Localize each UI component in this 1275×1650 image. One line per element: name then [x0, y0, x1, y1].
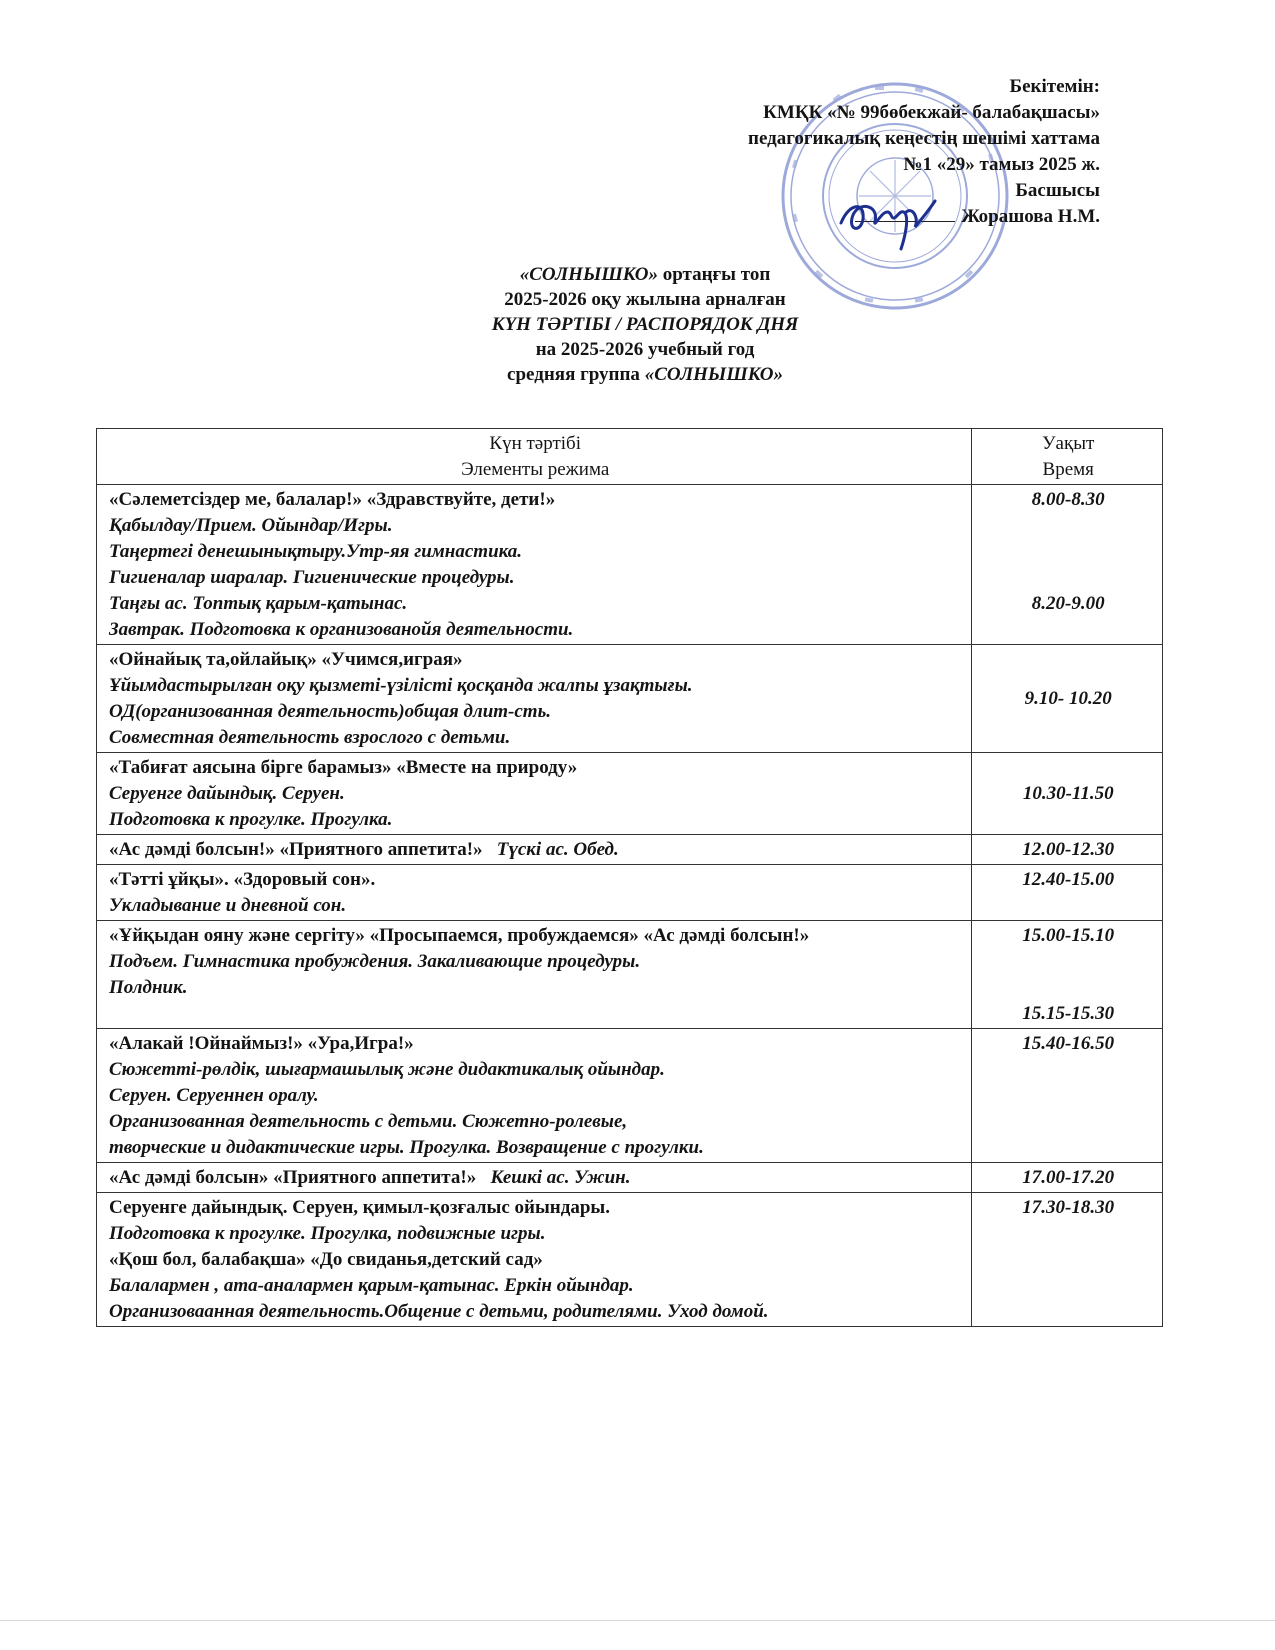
heading-group-ru	[395, 362, 895, 387]
row-time	[972, 645, 1163, 753]
row-title: «Ас дәмді болсын» «Приятного аппетита!»	[109, 1167, 477, 1188]
approval-label: Бекітемін:	[1009, 76, 1100, 97]
council-decision: педагогикалық кеңестің шешімі хаттама	[748, 128, 1100, 149]
row-inline-desc: Кешкі ас. Ужин.	[490, 1167, 631, 1188]
group-name: «СОЛНЫШКО»	[519, 264, 658, 285]
row-title: «Ұйқыдан ояну және сергіту» «Просыпаемся, пробуждаемся» «Ас дәмді болсын!»	[109, 925, 810, 946]
row-activity	[97, 865, 972, 921]
table-row	[97, 835, 1163, 865]
row-desc: Серуенге дайындық. Серуен.	[109, 783, 345, 804]
time-slot: 15.40-16.50	[1022, 1033, 1115, 1054]
table-row	[97, 865, 1163, 921]
row-title-inline	[109, 1165, 961, 1191]
row-desc: творческие и дидактические игры. Прогулка. Возвращение с прогулки.	[109, 1137, 704, 1158]
row-desc: Таңғы ас. Топтық қарым-қатынас.	[109, 593, 408, 614]
row-time	[972, 1029, 1163, 1163]
time-slot: 15.15-15.30	[1022, 1003, 1115, 1024]
time-slot: 9.10- 10.20	[1024, 688, 1112, 709]
row-activity	[97, 1029, 972, 1163]
table-row	[97, 645, 1163, 753]
table-row	[97, 753, 1163, 835]
row-inline-desc: Түскі ас. Обед.	[496, 839, 619, 860]
protocol-number: №1 «29» тамыз 2025 ж.	[903, 154, 1100, 175]
row-time	[972, 1193, 1163, 1327]
row-title: «Ас дәмді болсын!» «Приятного аппетита!»	[109, 839, 483, 860]
header-time	[972, 429, 1163, 485]
group-name-ru: «СОЛНЫШКО»	[644, 364, 783, 385]
header-time-ru: Время	[1042, 459, 1094, 480]
row-activity	[97, 645, 972, 753]
row-title: «Тәтті ұйқы». «Здоровый сон».	[109, 869, 376, 890]
row-desc: Подготовка к прогулке. Прогулка.	[109, 809, 393, 830]
header-elements-ru: Элементы режима	[461, 459, 610, 480]
row-title: «Қош бол, балабақша» «До свиданья,детский сад»	[109, 1249, 543, 1270]
row-activity	[97, 485, 972, 645]
table-row	[97, 921, 1163, 1029]
row-time	[972, 865, 1163, 921]
row-desc: Подъем. Гимнастика пробуждения. Закаливающие процедуры.	[109, 951, 641, 972]
row-desc: Организоваанная деятельность.Общение с детьми, родителями. Уход домой.	[109, 1301, 769, 1322]
row-desc: Таңертегі денешынықтыру.Утр-яя гимнастика.	[109, 541, 523, 562]
row-desc: Завтрак. Подготовка к организованойя деятельности.	[109, 619, 574, 640]
group-level: ортаңғы топ	[657, 264, 771, 285]
time-slot: 17.00-17.20	[1022, 1167, 1115, 1188]
row-title: Серуенге дайындық. Серуен, қимыл-қозғалыс ойындары.	[109, 1197, 610, 1218]
row-title: «Сәлеметсіздер ме, балалар!» «Здравствуйте, дети!»	[109, 489, 556, 510]
time-slot: 8.20-9.00	[1031, 593, 1105, 614]
row-desc: ОД(организованная деятельность)общая длит-сть.	[109, 701, 552, 722]
handwritten-signature-icon	[835, 185, 945, 255]
header-elements-kz: Күн тәртібі	[489, 433, 581, 454]
time-spacer	[984, 949, 1152, 1001]
row-time	[972, 835, 1163, 865]
row-desc: Совместная деятельность взрослого с детьми.	[109, 727, 511, 748]
heading-year-kz: 2025-2026 оқу жылына арналған	[504, 289, 786, 310]
time-slot: 17.30-18.30	[1022, 1197, 1115, 1218]
table-row	[97, 1163, 1163, 1193]
time-slot: 12.00-12.30	[1022, 839, 1115, 860]
time-slot: 12.40-15.00	[1022, 869, 1115, 890]
table-header-row	[97, 429, 1163, 485]
row-time	[972, 753, 1163, 835]
row-desc: Укладывание и дневной сон.	[109, 895, 347, 916]
row-desc: Қабылдау/Прием. Ойындар/Игры.	[109, 515, 393, 536]
time-slot: 8.00-8.30	[1031, 489, 1105, 510]
row-desc: Полдник.	[109, 977, 188, 998]
schedule-table	[96, 428, 1163, 1327]
time-slot: 10.30-11.50	[1022, 783, 1114, 804]
header-elements	[97, 429, 972, 485]
table-row	[97, 485, 1163, 645]
head-name: Жорашова Н.М.	[961, 206, 1100, 227]
row-activity	[97, 921, 972, 1029]
row-time	[972, 921, 1163, 1029]
row-desc: Сюжетті-рөлдік, шығармашылық және дидактикалық ойындар.	[109, 1059, 665, 1080]
time-slot: 15.00-15.10	[1022, 925, 1115, 946]
row-desc: Гигиеналар шаралар. Гигиенические процедуры.	[109, 567, 515, 588]
head-title: Басшысы	[1015, 180, 1100, 201]
group-level-ru: средняя группа	[507, 364, 645, 385]
row-activity	[97, 1163, 972, 1193]
row-title-inline	[109, 837, 961, 863]
table-row	[97, 1029, 1163, 1163]
header-time-kz: Уақыт	[1042, 433, 1095, 454]
row-desc: Ұйымдастырылған оқу қызметі-үзілісті қосқанда жалпы ұзақтығы.	[109, 675, 693, 696]
row-title: «Ойнайық та,ойлайық» «Учимся,играя»	[109, 649, 463, 670]
time-spacer	[984, 513, 1152, 591]
table-row	[97, 1193, 1163, 1327]
row-title: «Табиғат аясына бірге барамыз» «Вместе на природу»	[109, 757, 578, 778]
row-desc: Балалармен , ата-аналармен қарым-қатынас. Еркін ойындар.	[109, 1275, 634, 1296]
scan-edge-divider	[0, 1620, 1275, 1621]
row-time	[972, 1163, 1163, 1193]
row-time	[972, 485, 1163, 645]
row-activity	[97, 835, 972, 865]
heading-title: КҮН ТӘРТІБІ / РАСПОРЯДОК ДНЯ	[491, 314, 799, 335]
organization-name: КМҚК «№ 99бөбекжай- балабақшасы»	[763, 102, 1100, 123]
row-desc: Организованная деятельность с детьми. Сюжетно-ролевые,	[109, 1111, 628, 1132]
row-title: «Алакай !Ойнаймыз!» «Ура,Игра!»	[109, 1033, 414, 1054]
row-desc: Подготовка к прогулке. Прогулка, подвижные игры.	[109, 1223, 546, 1244]
row-desc: Серуен. Серуеннен оралу.	[109, 1085, 319, 1106]
row-activity	[97, 1193, 972, 1327]
heading-year-ru: на 2025-2026 учебный год	[535, 339, 755, 360]
row-activity	[97, 753, 972, 835]
